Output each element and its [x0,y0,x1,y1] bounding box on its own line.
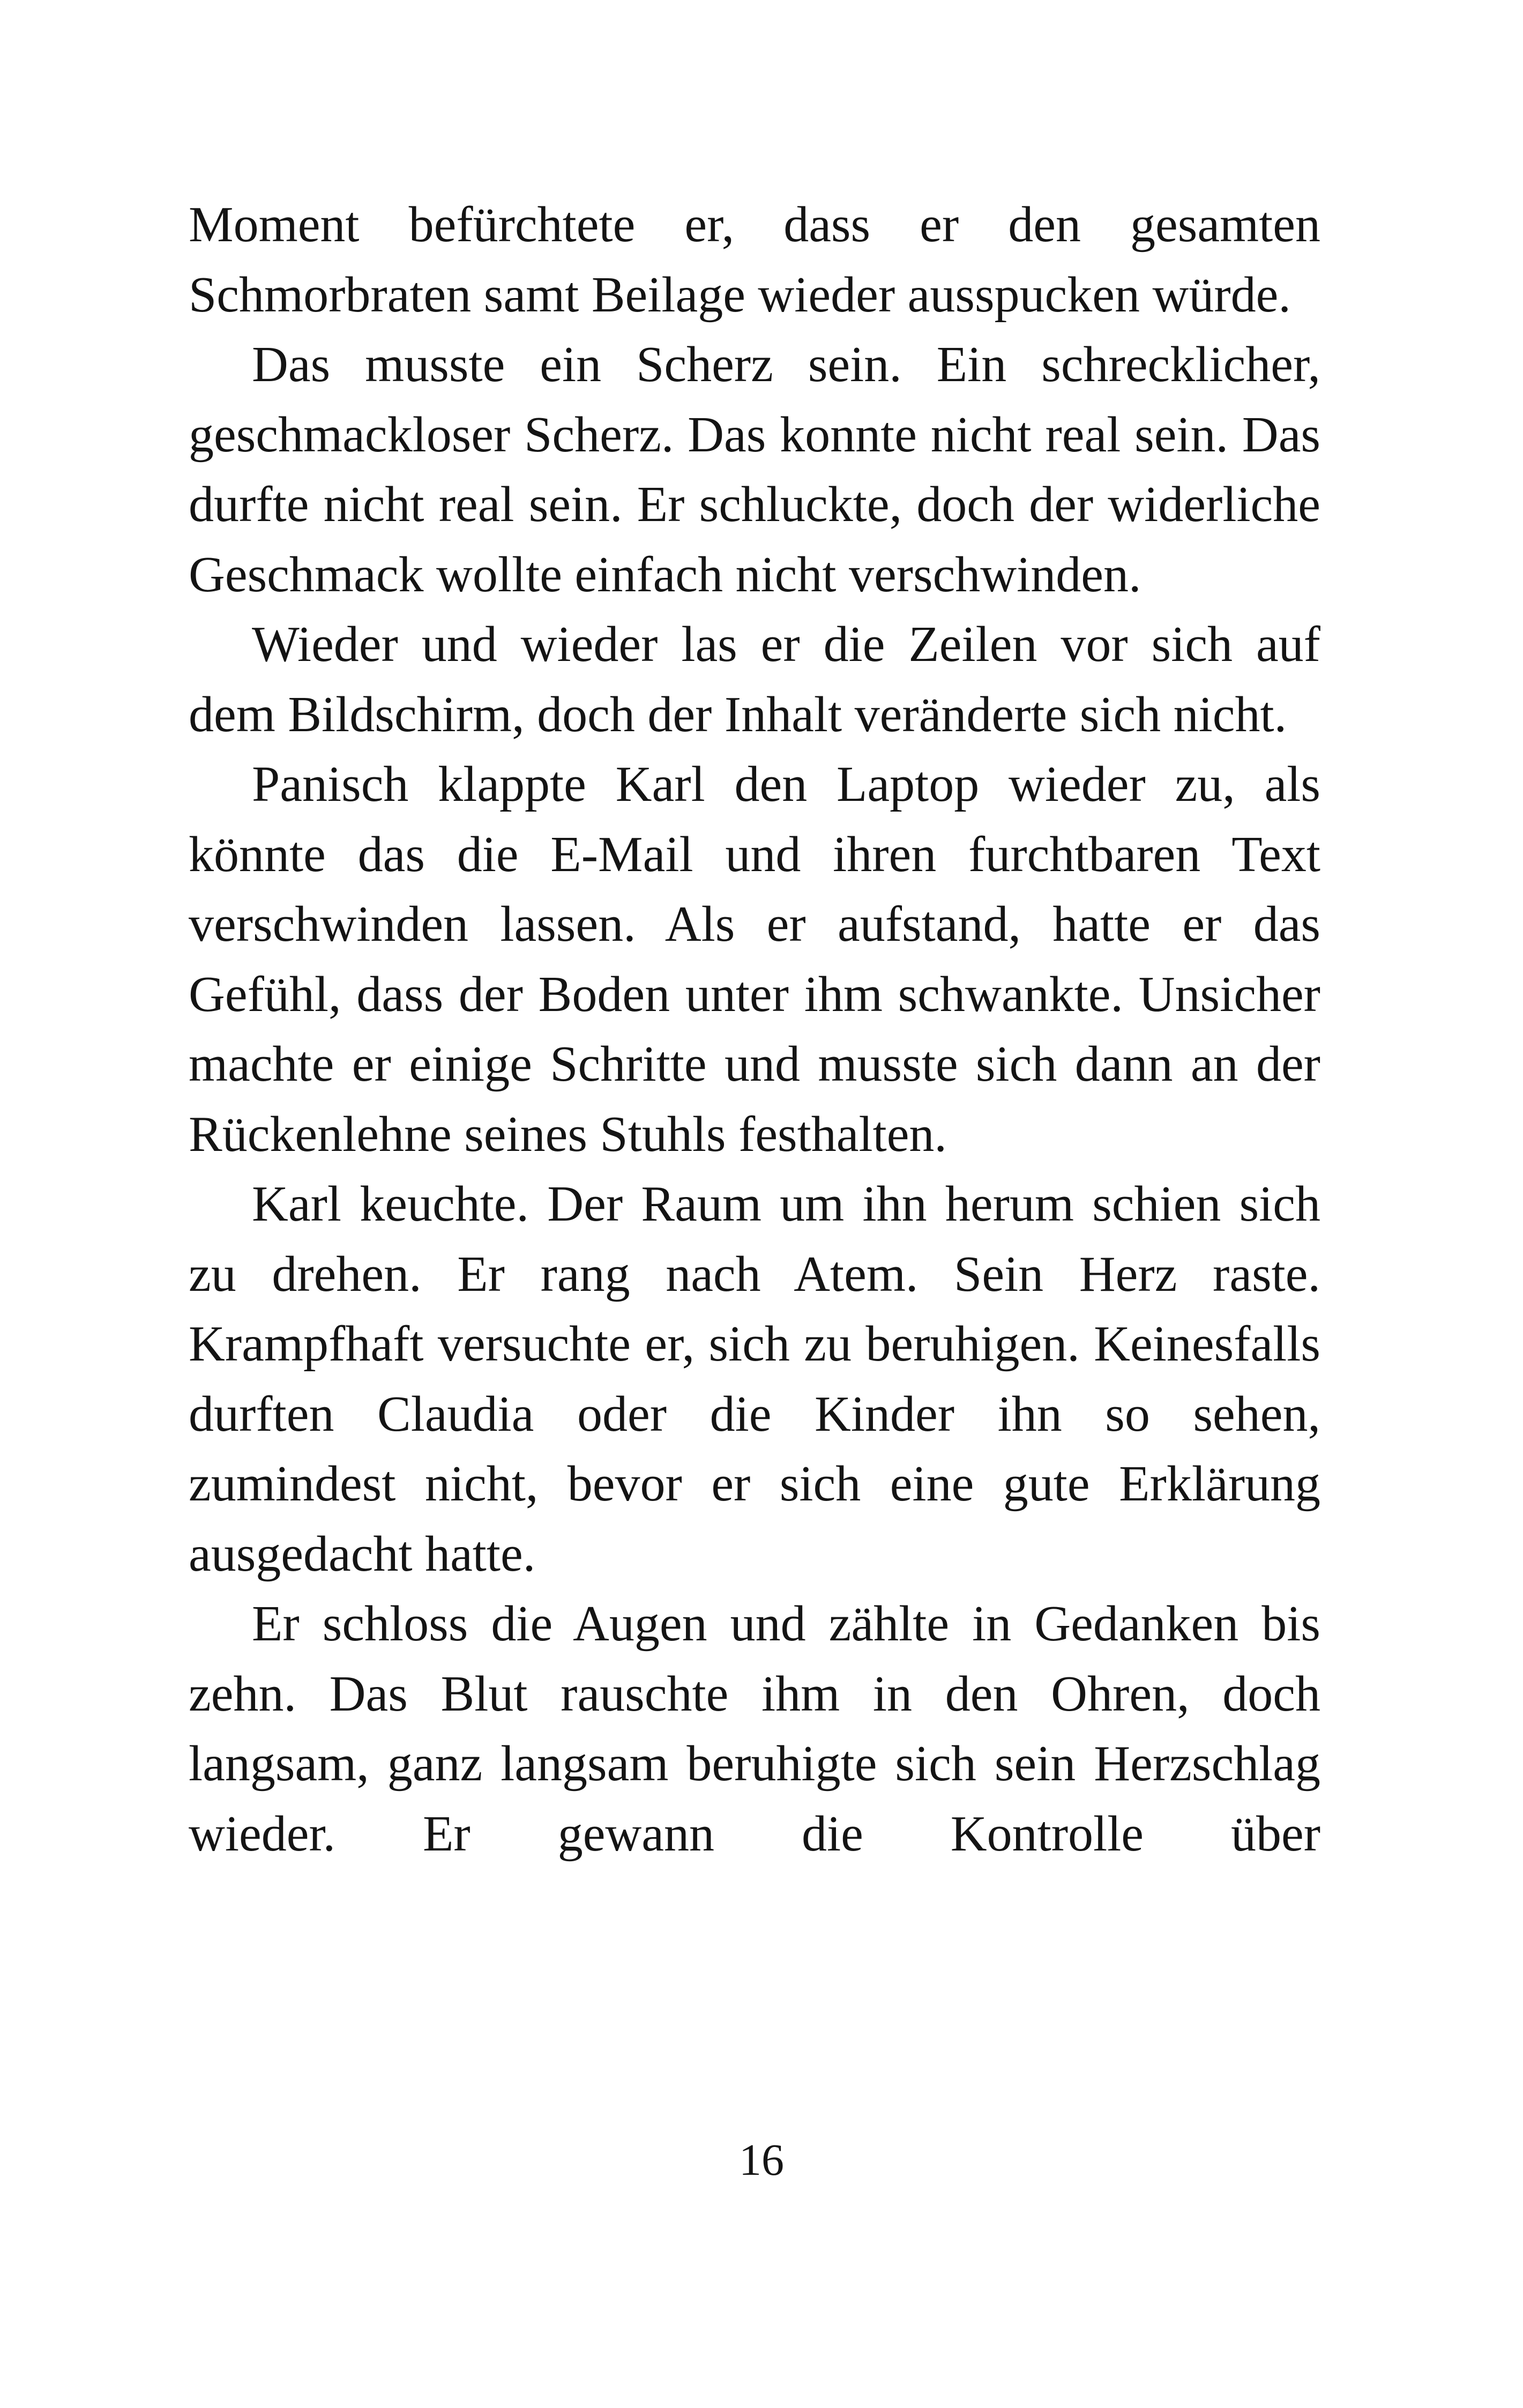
paragraph-4: Panisch klappte Karl den Laptop wieder zu, als könnte das die E-Mail und ihren furchtbaren Text verschwinden lassen. Als er aufstand, hatte er das Gefühl, dass der Boden unter ihm schwankte. Unsicher machte er einige Schritte und musste sich dann an der Rückenlehne seines Stuhls festhalten. [189,756,1320,1162]
paragraph-1: Moment befürchtete er, dass er den gesamten Schmorbraten samt Beilage wieder ausspucken würde. [189,197,1320,323]
page-number: 16 [739,2135,784,2185]
body-text [189,190,1320,1869]
paragraph-3: Wieder und wieder las er die Zeilen vor sich auf dem Bildschirm, doch der Inhalt veränderte sich nicht. [189,616,1320,742]
paragraph-2: Das musste ein Scherz sein. Ein schrecklicher, geschmackloser Scherz. Das konnte nicht real sein. Das durfte nicht real sein. Er schluckte, doch der widerliche Geschmack wollte einfach nicht verschwinden. [189,337,1320,603]
paragraph-5: Karl keuchte. Der Raum um ihn herum schien sich zu drehen. Er rang nach Atem. Sein Herz raste. Krampfhaft versuchte er, sich zu beruhigen. Keinesfalls durften Claudia oder die Kinder ihn so sehen, zumindest nicht, bevor er sich eine gute Erklärung ausgedacht hatte. [189,1176,1320,1582]
paragraph-6: Er schloss die Augen und zählte in Gedanken bis zehn. Das Blut rauschte ihm in den Ohren, doch langsam, ganz langsam beruhigte sich sein Herzschlag wieder. Er gewann die Kontrolle über [189,1596,1320,1862]
